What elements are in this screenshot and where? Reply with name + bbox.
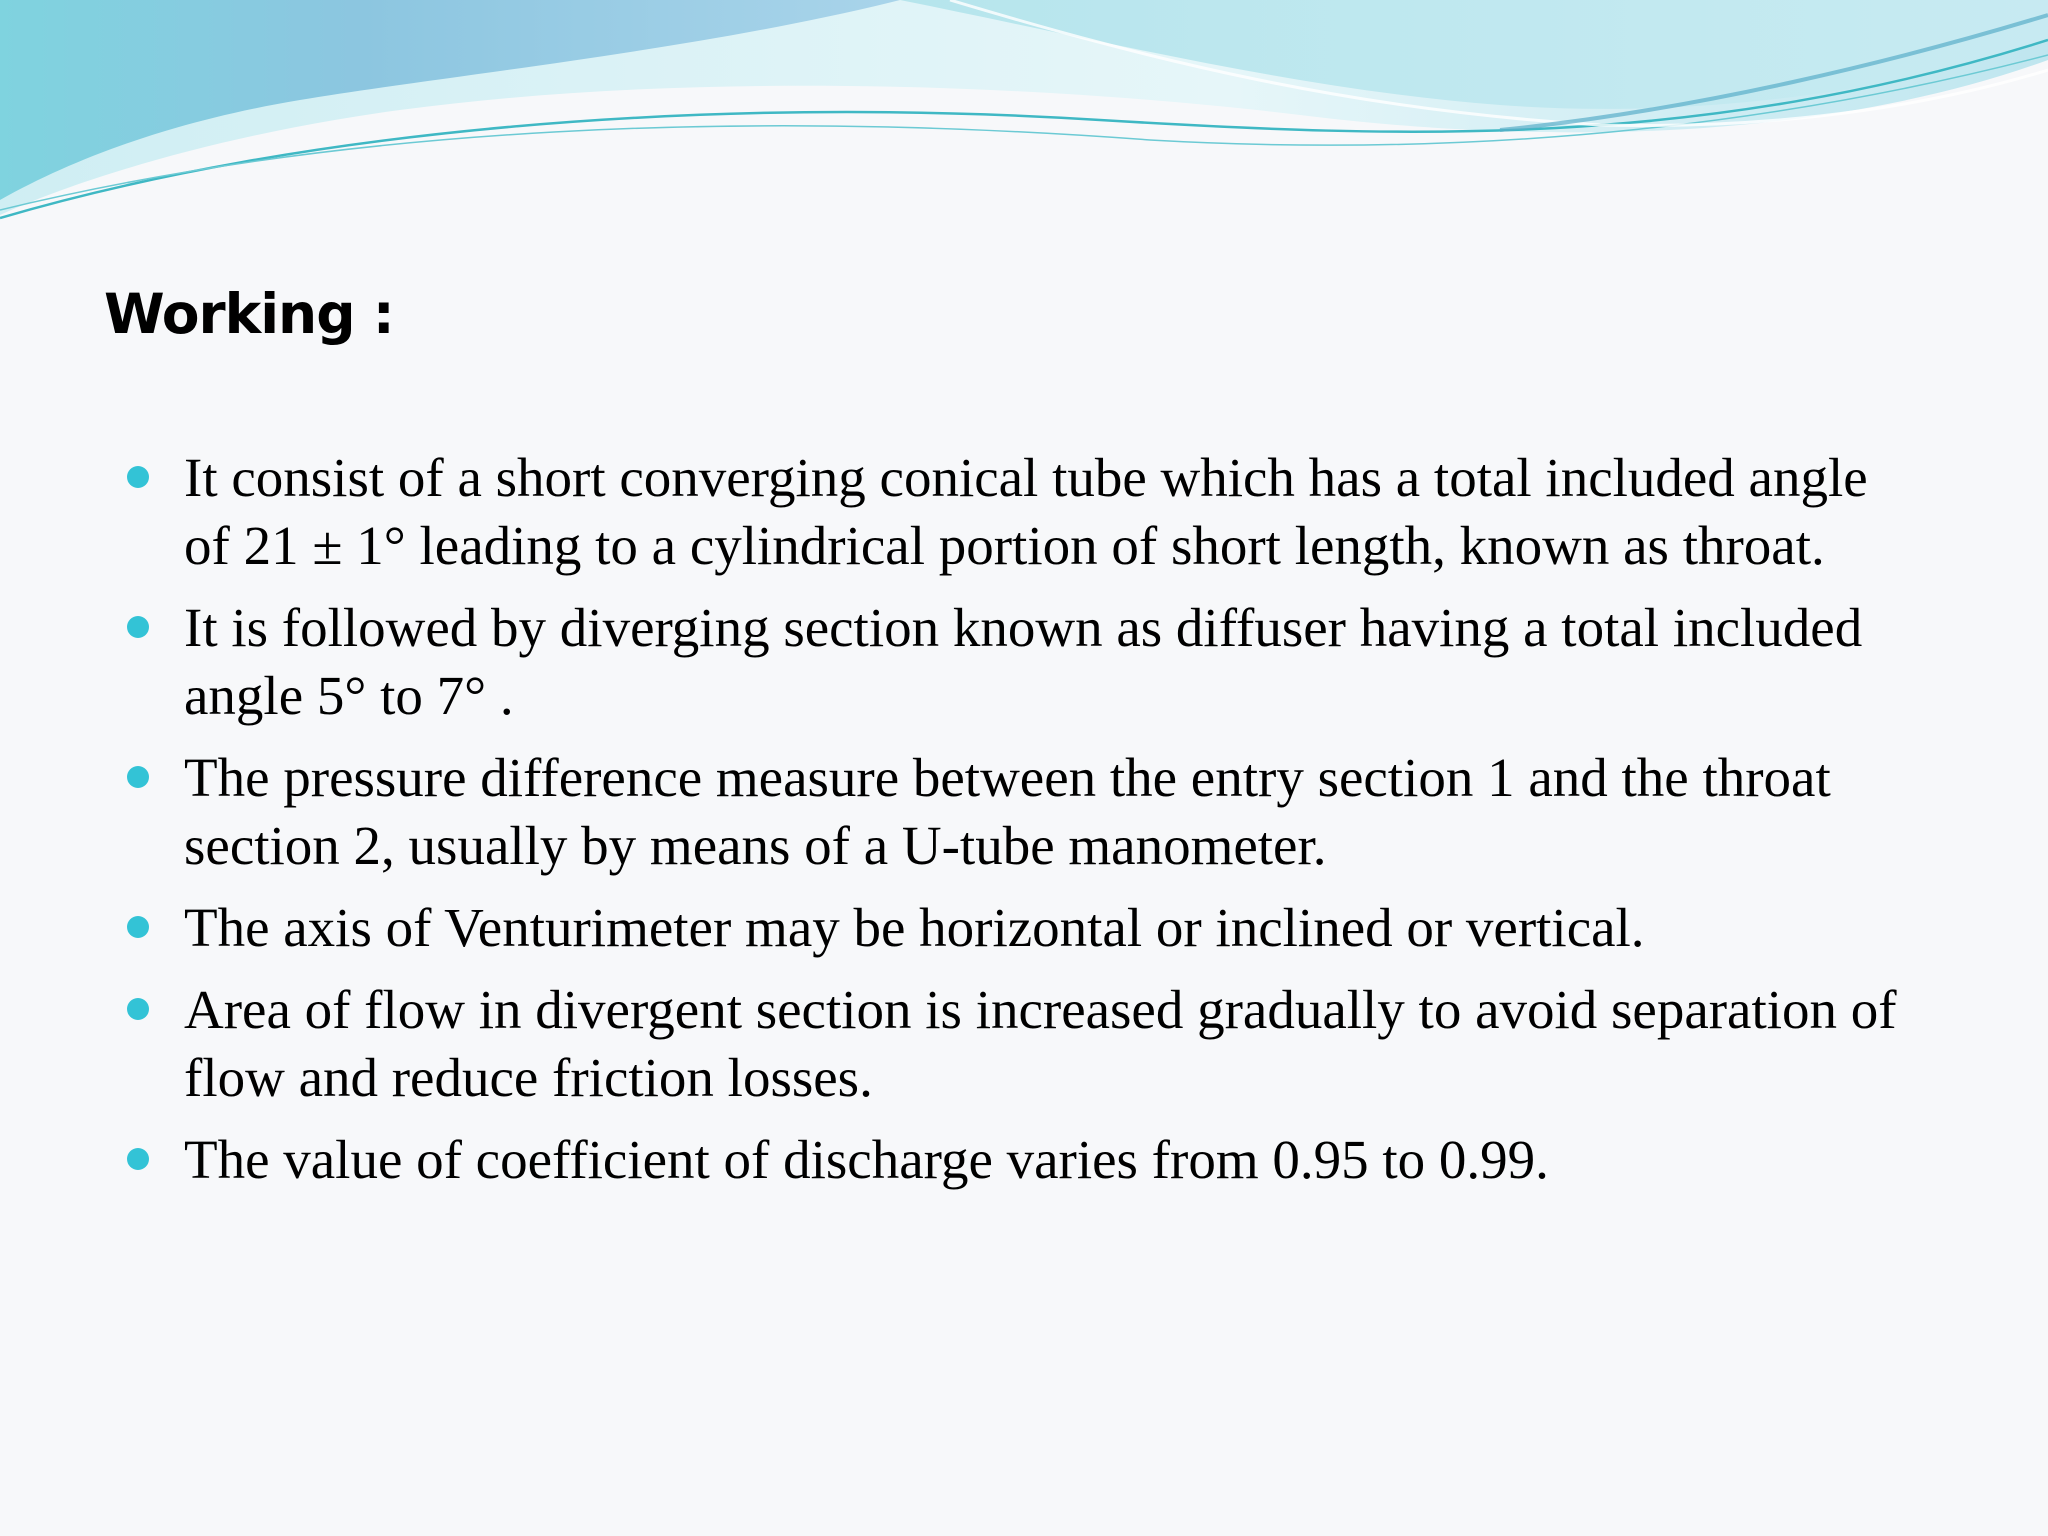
bullet-text: The value of coefficient of discharge varies from 0.95 to 0.99. bbox=[184, 1129, 1549, 1190]
list-item bbox=[124, 1126, 1924, 1194]
bullet-dot-icon bbox=[127, 616, 149, 638]
bullet-dot-icon bbox=[127, 998, 149, 1020]
bullet-dot-icon bbox=[127, 466, 149, 488]
bullet-text: Area of flow in divergent section is increased gradually to avoid separation of flow and reduce friction losses. bbox=[184, 979, 1897, 1108]
list-item bbox=[124, 594, 1924, 730]
bullet-dot-icon bbox=[127, 766, 149, 788]
bullet-dot-icon bbox=[127, 1148, 149, 1170]
list-item bbox=[124, 444, 1924, 580]
bullet-text: The axis of Venturimeter may be horizontal or inclined or vertical. bbox=[184, 897, 1645, 958]
slide-title: Working : bbox=[104, 282, 394, 346]
bullet-dot-icon bbox=[127, 916, 149, 938]
list-item bbox=[124, 976, 1924, 1112]
bullet-text: The pressure difference measure between the entry section 1 and the throat section 2, usually by means of a U-tube manometer. bbox=[184, 747, 1831, 876]
bullet-text: It is followed by diverging section known as diffuser having a total included angle 5° to 7° . bbox=[184, 597, 1863, 726]
header-wave-decoration bbox=[0, 0, 2048, 240]
bullet-text: It consist of a short converging conical tube which has a total included angle of 21 ± 1° leading to a cylindrical portion of short length, known as throat. bbox=[184, 447, 1868, 576]
list-item bbox=[124, 744, 1924, 880]
bullet-list bbox=[124, 444, 1924, 1208]
list-item bbox=[124, 894, 1924, 962]
